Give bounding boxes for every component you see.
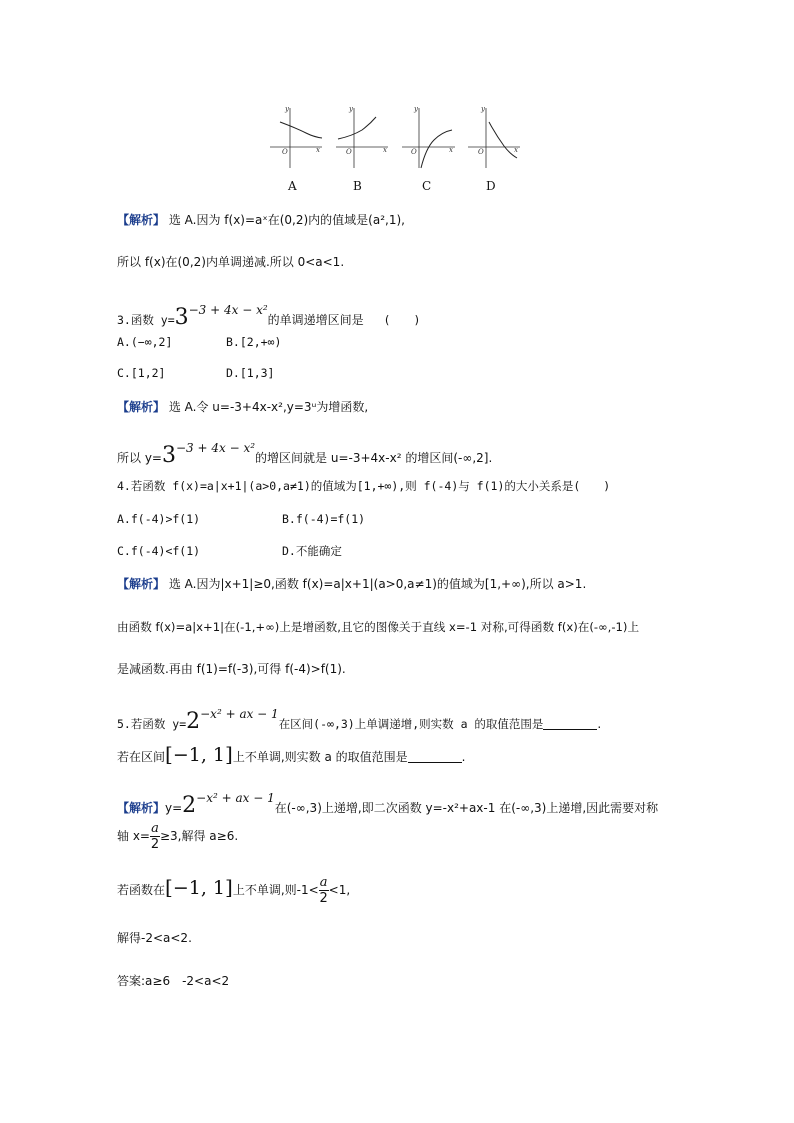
q5-axis-prefix: 轴 x=: [117, 829, 150, 843]
q3-option-d: D.[1,3]: [226, 366, 275, 380]
q5-line2-mid: 上不单调,则实数 a 的取值范围是: [232, 750, 408, 764]
svg-text:O: O: [346, 148, 352, 156]
q5-analysis-exponent: −x² + ax − 1: [196, 791, 275, 805]
q5-prefix: 5.若函数 y=: [117, 717, 187, 731]
q5-analysis-interval: −1, 1: [172, 877, 226, 899]
q3-prefix: 3.函数 y=: [117, 313, 175, 327]
svg-text:O: O: [478, 148, 484, 156]
q5-mid: 在区间(-∞,3)上单调递增,则实数 a 的取值范围是: [278, 717, 544, 731]
q3-analysis2-suffix: 的增区间就是 u=-3+4x-x² 的增区间(-∞,2].: [255, 451, 493, 465]
analysis-tag: 【解析】: [117, 577, 166, 591]
q5-answer: 答案:a≥6 -2<a<2: [117, 974, 230, 988]
graph-a: [270, 105, 322, 168]
q5-exponent: −x² + ax − 1: [200, 707, 279, 721]
q5-nonmono-prefix: 若函数在: [117, 883, 166, 897]
fraction-a-over-2: $\frac{a}{2}$: [319, 875, 328, 906]
svg-text:x: x: [383, 146, 387, 154]
q5-line2-prefix: 若在区间: [117, 750, 166, 764]
graph-d: [468, 105, 520, 168]
q3-analysis-line1: [117, 399, 368, 415]
graph-c: [402, 105, 455, 168]
graph-b: [336, 105, 388, 168]
q3-analysis-text1: 选 A.令 u=-3+4x-x²,y=3ᵘ为增函数,: [168, 400, 369, 414]
q5-analysis-mid: 在(-∞,3)上递增,即二次函数 y=-x²+ax-1 在(-∞,3)上递增,因此需要对称: [274, 801, 659, 815]
graph-label-c: C: [422, 179, 432, 193]
graph-label-b: B: [353, 179, 362, 193]
q3-answer-paren: ( ): [383, 313, 421, 327]
svg-text:y: y: [414, 105, 418, 113]
q5-interval: −1, 1: [172, 744, 226, 766]
q3-base: 3: [174, 305, 189, 330]
q3-analysis-base: 3: [161, 443, 176, 468]
svg-text:O: O: [282, 148, 288, 156]
analysis-tag: 【解析】: [117, 801, 166, 815]
svg-text:x: x: [514, 146, 518, 154]
q4-option-b: B.f(-4)=f(1): [282, 512, 366, 526]
svg-text:x: x: [316, 146, 320, 154]
q5-nonmono-suffix: <1,: [328, 883, 351, 897]
svg-text:y: y: [285, 105, 289, 113]
q5-nonmono-mid: 上不单调,则-1<: [232, 883, 319, 897]
q3-analysis2-prefix: 所以 y=: [117, 451, 162, 465]
graph-label-d: D: [486, 179, 496, 193]
q3-option-c: C.[1,2]: [117, 366, 166, 380]
q5-line2-end: .: [461, 750, 466, 764]
q2-analysis-text1: 选 A.因为 f(x)=aˣ在(0,2)内的值域是(a²,1),: [168, 213, 405, 227]
q4-analysis-line2: 由函数 f(x)=a|x+1|在(-1,+∞)上是增函数,且它的图像关于直线 x=-1 对称,可得函数 f(x)在(-∞,-1)上: [117, 620, 640, 634]
q4-analysis-line1: [117, 576, 586, 592]
q5-blank-2[interactable]: [408, 750, 462, 763]
q3-analysis-exponent: −3 + 4x − x²: [175, 441, 256, 455]
analysis-tag: 【解析】: [117, 213, 166, 227]
q4-option-c: C.f(-4)<f(1): [117, 544, 201, 558]
q5-end: .: [597, 717, 602, 731]
fraction-a-over-2: $\frac{a}{2}$: [150, 821, 160, 852]
q5-solve: 解得-2<a<2.: [117, 931, 192, 945]
q5-blank-1[interactable]: [543, 717, 597, 730]
q4-option-d: D.不能确定: [282, 544, 342, 558]
q5-stem-line1: [117, 702, 601, 736]
q3-option-a: A.(−∞,2]: [117, 335, 173, 349]
svg-text:x: x: [449, 146, 453, 154]
q5-stem-line2: 若在区间[−1, 1]上不单调,则实数 a 的取值范围是 .: [117, 742, 466, 766]
graph-label-a: A: [288, 179, 297, 193]
q3-stem: [117, 298, 420, 332]
q2-analysis-line2: 所以 f(x)在(0,2)内单调递减.所以 0<a<1.: [117, 255, 345, 269]
graph-options-figure: [0, 0, 794, 200]
q5-analysis-line2: [117, 816, 238, 856]
q5-analysis-line3: 若函数在[−1, 1]上不单调,则-1< $\frac{a}{2}$ <1,: [117, 875, 351, 906]
q4-option-a: A.f(-4)>f(1): [117, 512, 201, 526]
q3-analysis-line2: [117, 436, 492, 470]
q4-analysis-line3: 是减函数.再由 f(1)=f(-3),可得 f(-4)>f(1).: [117, 662, 346, 676]
svg-text:y: y: [481, 105, 485, 113]
q5-analysis-prefix: y=: [165, 801, 183, 815]
q5-base: 2: [186, 709, 201, 734]
q4-stem: 4.若函数 f(x)=a|x+1|(a>0,a≠1)的值域为[1,+∞),则 f(-4)与 f(1)的大小关系是( ): [117, 479, 611, 493]
q5-analysis-base: 2: [182, 793, 197, 818]
q2-analysis-line1: [117, 212, 405, 228]
q5-analysis-line1: [117, 786, 658, 820]
analysis-tag: 【解析】: [117, 400, 166, 414]
svg-text:O: O: [411, 148, 417, 156]
svg-text:y: y: [349, 105, 353, 113]
q3-exponent: −3 + 4x − x²: [188, 303, 268, 317]
q4-analysis-text1: 选 A.因为|x+1|≥0,函数 f(x)=a|x+1|(a>0,a≠1)的值域为[1,+∞),所以 a>1.: [168, 577, 587, 591]
q3-option-b: B.[2,+∞): [226, 335, 282, 349]
q5-axis-suffix: ≥3,解得 a≥6.: [159, 829, 239, 843]
q3-suffix: 的单调递增区间是: [267, 313, 364, 327]
